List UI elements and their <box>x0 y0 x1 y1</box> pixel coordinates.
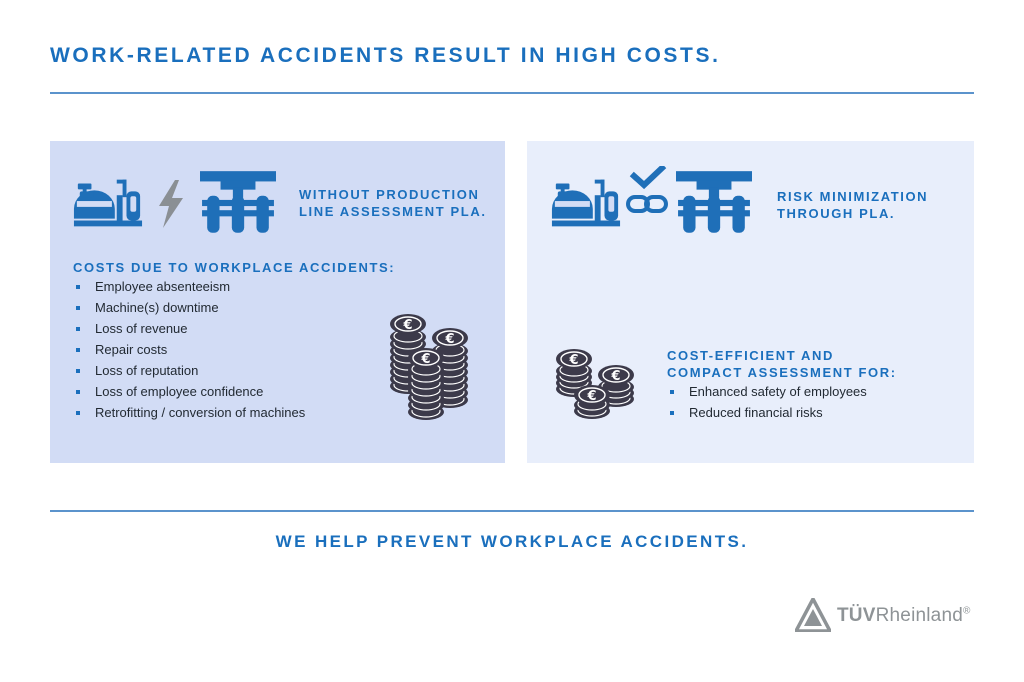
euro-coin-stacks-icon <box>384 308 474 424</box>
top-divider <box>50 92 974 94</box>
checkmark-icon <box>628 166 668 190</box>
tuv-rheinland-logo <box>795 598 975 634</box>
costs-list <box>73 276 305 423</box>
list-item: Machine(s) downtime <box>73 297 305 318</box>
boiler-machine-icon <box>550 170 622 236</box>
logo-wordmark: TÜVRheinland® <box>837 605 971 626</box>
with-pla-heading: RISK MINIMIZATION THROUGH PLA. <box>777 189 929 221</box>
benefits-heading: COST-EFFICIENT AND COMPACT ASSESSMENT FOR: <box>667 348 897 380</box>
list-item: Loss of revenue <box>73 318 305 339</box>
chain-link-icon <box>626 194 668 214</box>
bottom-divider <box>50 510 974 512</box>
list-item: Repair costs <box>73 339 305 360</box>
lightning-icon <box>154 180 186 228</box>
boiler-machine-icon <box>72 170 144 236</box>
costs-heading: COSTS DUE TO WORKPLACE ACCIDENTS: <box>73 260 396 275</box>
benefits-list <box>667 381 867 423</box>
press-machine-icon <box>200 170 276 236</box>
list-item: Enhanced safety of employees <box>667 381 867 402</box>
page-title: WORK-RELATED ACCIDENTS RESULT IN HIGH COSTS. <box>50 44 721 67</box>
list-item: Employee absenteeism <box>73 276 305 297</box>
press-machine-icon <box>676 170 752 236</box>
list-item: Reduced financial risks <box>667 402 867 423</box>
without-pla-heading: WITHOUT PRODUCTION LINE ASSESSMENT PLA. <box>299 187 487 219</box>
list-item: Loss of employee confidence <box>73 381 305 402</box>
footer-tagline: WE HELP PREVENT WORKPLACE ACCIDENTS. <box>275 532 749 551</box>
tuv-triangle-icon <box>795 598 831 632</box>
euro-coins-icon <box>550 345 640 423</box>
list-item: Loss of reputation <box>73 360 305 381</box>
list-item: Retrofitting / conversion of machines <box>73 402 305 423</box>
